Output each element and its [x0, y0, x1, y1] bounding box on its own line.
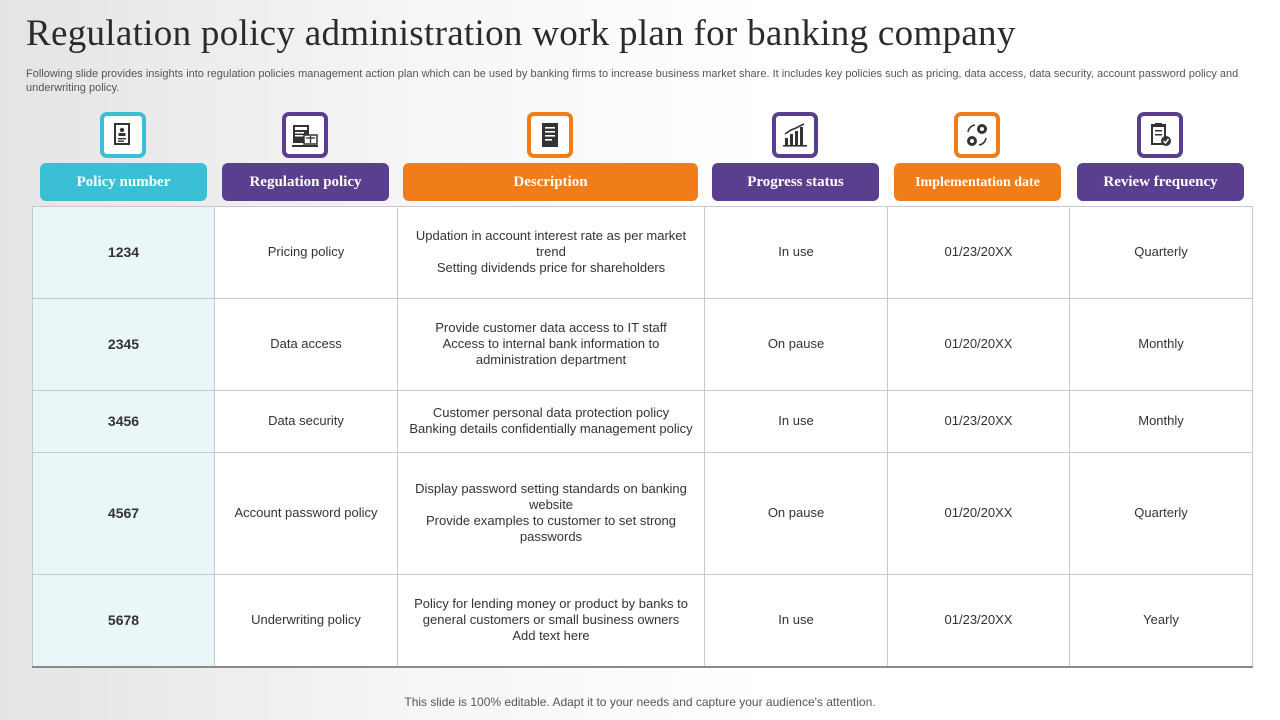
policy-number-cell: 4567 [33, 452, 215, 574]
review-frequency-cell: Quarterly [1070, 452, 1253, 574]
description-line: Policy for lending money or product by banks to general customers or small business owners [414, 596, 688, 628]
regulation-policy-cell: Data security [215, 390, 398, 452]
review-frequency-cell: Quarterly [1070, 207, 1253, 299]
review-frequency-cell: Monthly [1070, 298, 1253, 390]
process-gears-icon [954, 112, 1000, 158]
table-row [33, 298, 1253, 390]
description-cell [398, 390, 705, 452]
description-cell [398, 298, 705, 390]
document-icon [100, 112, 146, 158]
regulation-icon [282, 112, 328, 158]
progress-status-cell: In use [705, 207, 888, 299]
policy-number-cell: 1234 [33, 207, 215, 299]
progress-status-cell: In use [705, 390, 888, 452]
implementation-date-cell: 01/20/20XX [888, 452, 1070, 574]
regulation-policy-cell: Underwriting policy [215, 574, 398, 667]
table-row [33, 390, 1253, 452]
policy-number-cell: 2345 [33, 298, 215, 390]
description-cell [398, 207, 705, 299]
header-regulation-policy: Regulation policy [222, 163, 389, 201]
progress-chart-icon [772, 112, 818, 158]
description-line: Add text here [512, 628, 590, 644]
description-cell [398, 452, 705, 574]
description-icon [527, 112, 573, 158]
page-title: Regulation policy administration work plan for banking company [26, 13, 1016, 54]
page-subtitle: Following slide provides insights into regulation policies management action plan which can be used by banking firms to increase business market share. It includes key policies such as pricing, data access, data security, account password policy and underwriting policy. [26, 68, 1239, 94]
description-line: Banking details confidentially management policy [409, 421, 693, 437]
header-review-frequency: Review frequency [1077, 163, 1244, 201]
review-frequency-cell: Yearly [1070, 574, 1253, 667]
description-line: Setting dividends price for shareholders [436, 260, 666, 276]
regulation-policy-cell: Data access [215, 298, 398, 390]
table-row [33, 574, 1253, 667]
regulation-policy-cell: Pricing policy [215, 207, 398, 299]
description-line: Access to internal bank information to administration department [442, 336, 660, 368]
description-line: Provide customer data access to IT staff [435, 320, 667, 336]
implementation-date-cell: 01/23/20XX [888, 390, 1070, 452]
policy-number-cell: 3456 [33, 390, 215, 452]
progress-status-cell: On pause [705, 298, 888, 390]
progress-status-cell: On pause [705, 452, 888, 574]
regulation-policy-cell: Account password policy [215, 452, 398, 574]
review-frequency-cell: Monthly [1070, 390, 1253, 452]
header-implementation-date: Implementation date [894, 163, 1061, 201]
description-line: Customer personal data protection policy [432, 405, 670, 421]
description-line: Display password setting standards on banking website [415, 481, 687, 513]
implementation-date-cell: 01/23/20XX [888, 574, 1070, 667]
policy-table [32, 206, 1253, 668]
header-policy-number: Policy number [40, 163, 207, 201]
implementation-date-cell: 01/20/20XX [888, 298, 1070, 390]
checklist-icon [1137, 112, 1183, 158]
header-description: Description [403, 163, 698, 201]
description-cell [398, 574, 705, 667]
table-row [33, 207, 1253, 299]
description-line: Updation in account interest rate as per market trend [415, 228, 687, 260]
header-progress-status: Progress status [712, 163, 879, 201]
description-line: Provide examples to customer to set strong passwords [425, 513, 676, 545]
footer-note: This slide is 100% editable. Adapt it to your needs and capture your audience's attention. [404, 695, 876, 709]
policy-number-cell: 5678 [33, 574, 215, 667]
progress-status-cell: In use [705, 574, 888, 667]
table-row [33, 452, 1253, 574]
implementation-date-cell: 01/23/20XX [888, 207, 1070, 299]
